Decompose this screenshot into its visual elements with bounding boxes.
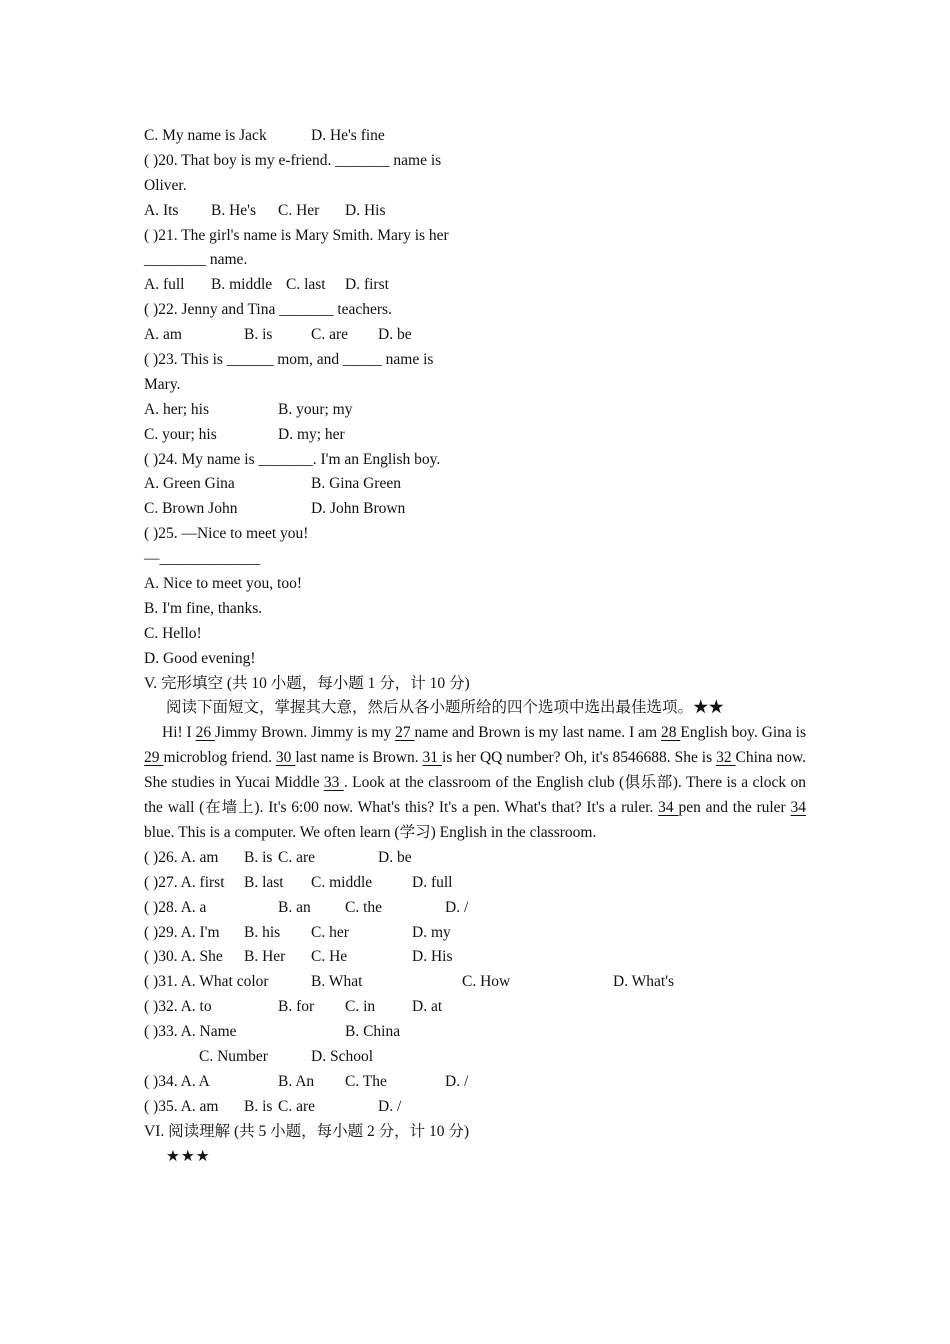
cloze-q28 [144,896,806,921]
blank-31: 31 [422,749,442,767]
option-b: B. An [278,1072,315,1090]
option-c: C. How [462,973,511,991]
q23-options-ab [144,398,806,423]
option-b: B. is [244,848,273,866]
blank-28: 28 [660,724,681,742]
q25-option-d: D. Good evening! [144,649,256,667]
option-c: C. middle [311,873,373,891]
option-a: A. am [144,326,182,344]
option-c: C. The [345,1072,387,1090]
option-d: D. be [378,848,412,866]
option-d: D. my [412,923,451,941]
cloze-q32 [144,995,806,1020]
option-b: B. an [278,898,311,916]
q25-option-c: C. Hello! [144,624,202,642]
q24-options-ab [144,472,806,497]
q20-stem: ( )20. That boy is my e-friend. _______ name is [144,151,442,169]
q21-stem: ( )21. The girl's name is Mary Smith. Mary is her [144,226,449,244]
question-stem: ( )32. A. to [144,998,212,1016]
option-d: D. What's [613,973,675,991]
option-d: D. School [311,1048,373,1066]
question-stem: ( )31. A. What color [144,973,269,991]
blank-34a: 34 [658,799,679,817]
option-d: D. He's fine [311,127,385,144]
passage-text: last name is Brown. [295,749,423,767]
document-page [144,124,806,1169]
blank-27: 27 [395,724,415,742]
option-d: D. at [412,998,443,1016]
option-b: B. is [244,1097,273,1115]
option-b: B. for [278,998,315,1016]
cloze-q26 [144,846,806,871]
option-c: C. in [345,998,376,1016]
q23-stem-cont: Mary. [144,375,181,393]
option-b: B. What [311,973,363,991]
option-d: D. His [412,948,453,966]
option-c: C. are [278,1097,316,1115]
q24-stem: ( )24. My name is _______. I'm an English boy. [144,450,441,468]
option-d: D. John Brown [311,500,406,518]
cloze-q29 [144,921,806,946]
option-c: C. Number [199,1048,268,1066]
option-b: B. your; my [278,400,353,418]
blank-30: 30 [275,749,296,767]
option-b: B. Her [244,948,286,966]
passage-text: microblog friend. [163,749,276,767]
question-stem: ( )26. A. am [144,848,219,866]
q21-stem-cont: ________ name. [144,251,248,269]
blank-32: 32 [716,749,736,767]
option-b: B. Gina Green [311,475,401,493]
option-a: A. full [144,276,185,294]
option-d: D. be [378,326,412,344]
option-c: C. are [278,848,316,866]
passage-text: English boy. Gina is [680,724,807,742]
q25-stem-cont: —_____________ [144,550,261,568]
passage-text: is her QQ number? Oh, it's 8546688. She is [441,749,717,767]
option-d: D. full [412,873,453,891]
option-a: A. Its [144,201,179,219]
q19-options [144,124,806,149]
question-stem: ( )33. A. Name [144,1023,237,1041]
passage-text: Hi! I [162,724,196,742]
option-c: C. your; his [144,425,217,443]
option-d: D. / [378,1097,402,1115]
q21-options [144,273,806,298]
option-c: C. Brown John [144,500,238,518]
q25-option-b: B. I'm fine, thanks. [144,599,263,617]
q20-stem-cont: Oliver. [144,176,187,194]
option-d: D. His [345,201,386,219]
option-d: D. / [445,1072,469,1090]
option-d: D. my; her [278,425,345,443]
blank-29: 29 [144,749,164,767]
option-c: C. He [311,948,348,966]
q20-options [144,199,806,224]
q24-options-cd [144,497,806,522]
option-c: C. her [311,923,349,941]
section-5-heading: V. 完形填空 (共 10 小题，每小题 1 分，计 10 分) [144,674,470,692]
q23-options-cd [144,423,806,448]
cloze-q31 [144,970,806,995]
cloze-q35 [144,1095,806,1120]
cloze-q33-cont [144,1045,806,1070]
question-stem: ( )35. A. am [144,1097,219,1115]
passage-text: name and Brown is my last name. I am [414,724,661,742]
option-a: A. her; his [144,400,210,418]
section-6-heading: VI. 阅读理解 (共 5 小题，每小题 2 分，计 10 分) [144,1122,470,1140]
option-d: D. / [445,898,469,916]
passage-text: China now. She studies in Yucai Middle [144,749,807,792]
option-c: C. last [286,276,326,294]
option-d: D. first [345,276,389,294]
cloze-q34 [144,1070,806,1095]
option-b: B. his [244,923,281,941]
blank-33: 33 [323,774,344,792]
option-b: B. last [244,873,284,891]
blank-34b: 34 [790,799,806,817]
q25-option-a: A. Nice to meet you, too! [144,575,302,593]
passage-text: blue. This is a computer. We often learn (学习) English in the classroom. [144,824,597,841]
option-b: B. is [244,326,273,344]
q25-stem: ( )25. —Nice to meet you! [144,525,309,543]
question-stem: ( )29. A. I'm [144,923,220,941]
option-b: B. middle [211,276,273,294]
option-a: A. Green Gina [144,475,235,493]
passage-text: Jimmy Brown. Jimmy is my [215,724,396,742]
option-c: C. Her [278,201,320,219]
q23-stem: ( )23. This is ______ mom, and _____ name is [144,351,434,369]
question-stem: ( )27. A. first [144,873,225,891]
difficulty-stars: ★★★ [166,1147,211,1165]
cloze-q27 [144,871,806,896]
passage-text: . Look at the classroom of the English club (俱乐部). There is a clock on the wall (在墙上). It's 6:00 now. What's this? It's a pen. What's that? It's a ruler. [144,774,806,817]
cloze-q30 [144,945,806,970]
question-stem: ( )34. A. A [144,1072,210,1090]
question-stem: ( )30. A. She [144,948,223,966]
question-stem: ( )28. A. a [144,898,207,916]
cloze-passage [144,721,806,846]
option-c: C. the [345,898,383,916]
option-c: C. are [311,326,349,344]
option-c: C. My name is Jack [144,127,267,144]
option-b: B. He's [211,201,256,219]
q22-stem: ( )22. Jenny and Tina _______ teachers. [144,301,392,319]
cloze-q33 [144,1020,806,1045]
passage-text: pen and the ruler [678,799,791,817]
q22-options [144,323,806,348]
blank-26: 26 [195,724,216,742]
option-b: B. China [345,1023,401,1041]
section-5-instruction: 阅读下面短文，掌握其大意，然后从各小题所给的四个选项中选出最佳选项。★★ [166,699,725,717]
